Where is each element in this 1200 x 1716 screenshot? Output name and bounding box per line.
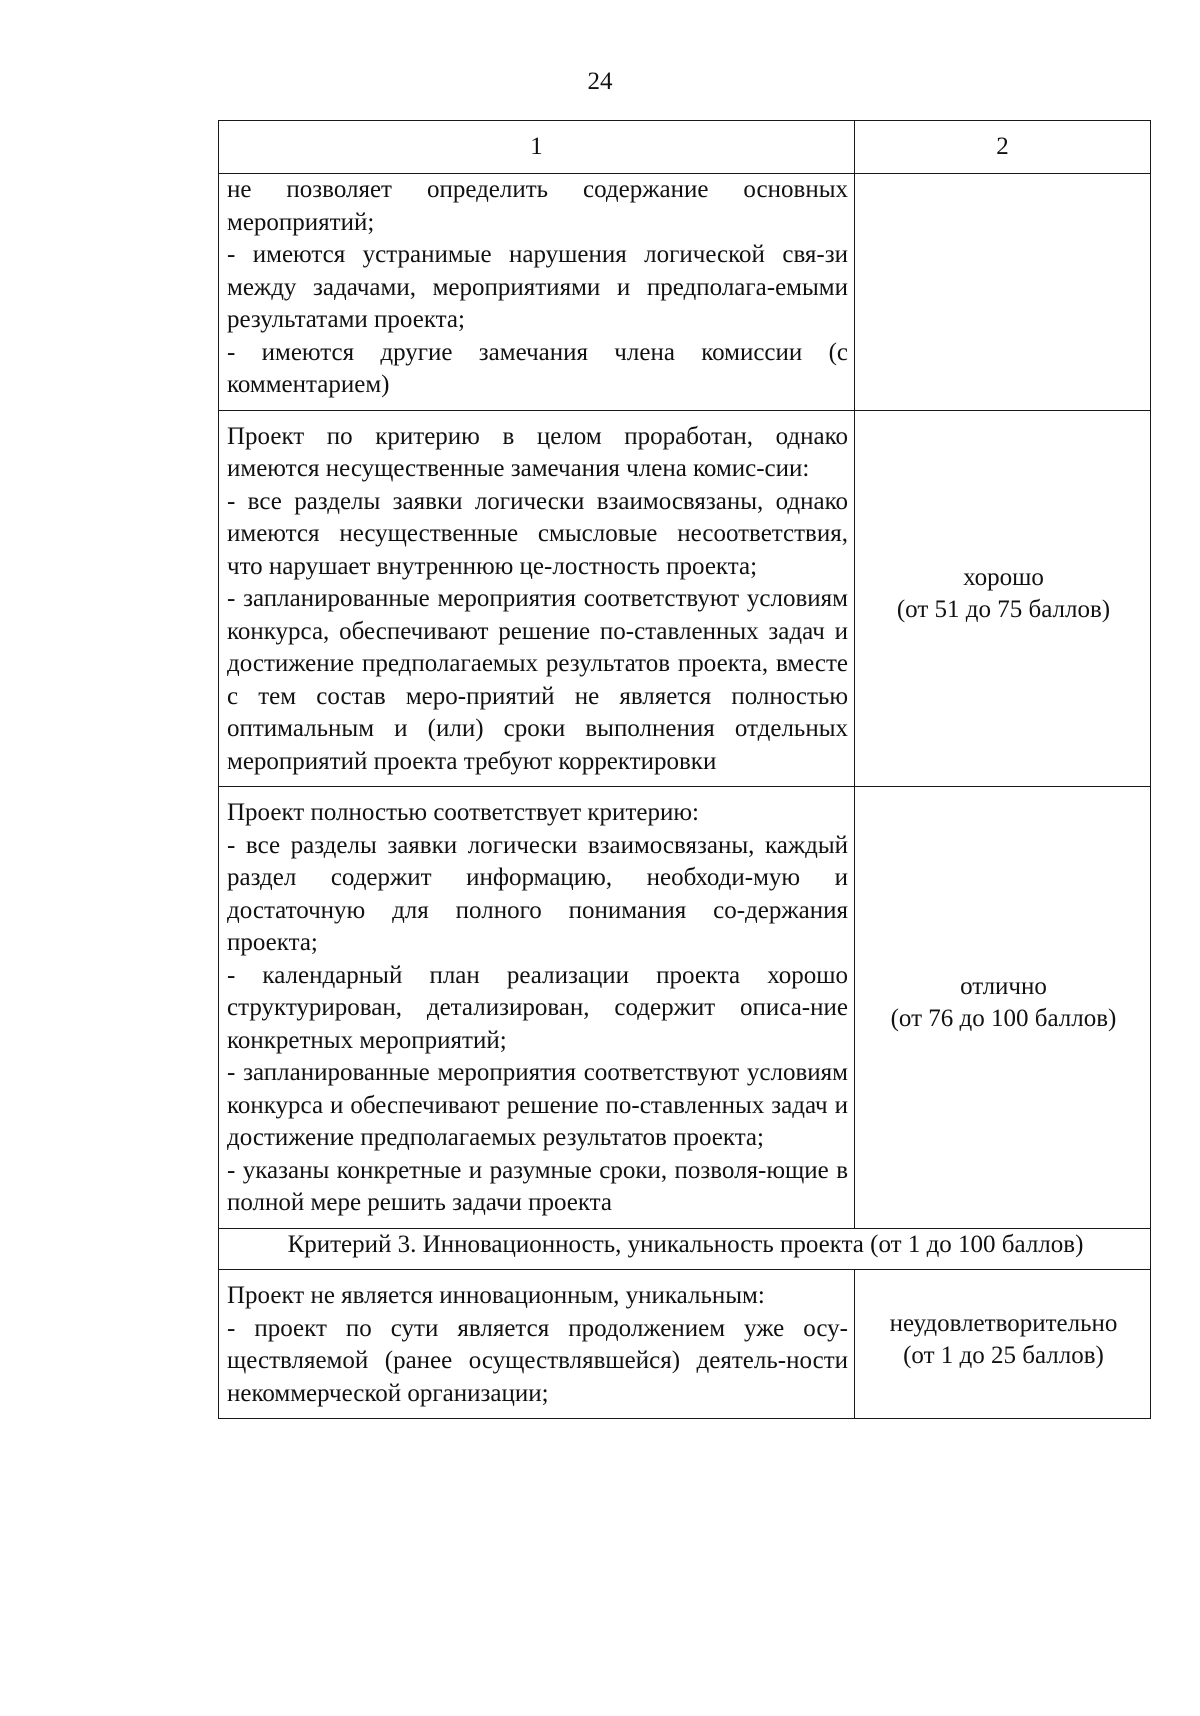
criteria-table (218, 120, 1151, 1419)
description-line: - все разделы заявки логически взаимосвязаны, однако имеются несущественные смысловые несоответствия, что нарушает внутреннюю це-лостность проекта; (227, 487, 848, 580)
description-line: - запланированные мероприятия соответствуют условиям конкурса и обеспечивают решение по-ставленных задач и достижение предполагаемых результатов проекта; (227, 1059, 848, 1151)
table-header-row (219, 121, 1151, 174)
description-line: - имеются устранимые нарушения логической свя-зи между задачами, мероприятиями и предполага-емыми результатами проекта; (227, 241, 848, 333)
table-row (219, 787, 1151, 1229)
table-row (219, 174, 1151, 411)
criteria-description (219, 1270, 855, 1419)
criteria-description (219, 410, 855, 787)
table-row (219, 410, 1151, 787)
description-line: - имеются другие замечания члена комиссии (с комментарием) (227, 338, 848, 398)
rating-label: хорошо (963, 563, 1044, 591)
criteria-description (219, 787, 855, 1229)
description-line: Проект не является инновационным, уникальным: (227, 1282, 765, 1309)
criteria-description (219, 174, 855, 411)
rating-range: (от 51 до 75 баллов) (896, 596, 1111, 624)
description-line: Проект по критерию в целом проработан, однако имеются несущественные замечания члена комис-сии: (227, 422, 848, 482)
section-header-row (219, 1228, 1151, 1270)
description-line: - указаны конкретные и разумные сроки, позволя-ющие в полной мере решить задачи проекта (227, 1156, 848, 1216)
section-title: Критерий 3. Инновационность, уникальность проекта (от 1 до 100 баллов) (219, 1228, 1151, 1270)
description-line: - все разделы заявки логически взаимосвязаны, каждый раздел содержит информацию, необходи-мую и достаточную для полного понимания со-держания проекта; (227, 831, 848, 956)
description-line: - запланированные мероприятия соответствуют условиям конкурса, обеспечивают решение по-ставленных задач и достижение предполагаемых результатов проекта, вместе с тем состав меро-приятий не является полностью оптимальным и (или) сроки выполнения отдельных мероприятий проекта требуют корректировки (227, 585, 848, 775)
description-line: - календарный план реализации проекта хорошо структурирован, детализирован, содержит описа-ние конкретных мероприятий; (227, 961, 848, 1054)
description-line: не позволяет определить содержание основных мероприятий; (227, 176, 848, 236)
description-line: - проект по сути является продолжением уже осу-ществляемой (ранее осуществлявшейся) деятель-ности некоммерческой организации; (227, 1314, 848, 1407)
rating-cell (855, 174, 1151, 411)
column-header-1: 1 (219, 121, 855, 174)
rating-cell (855, 787, 1151, 1229)
rating-range: (от 76 до 100 баллов) (890, 1005, 1117, 1033)
rating-range: (от 1 до 25 баллов) (903, 1342, 1104, 1369)
description-line: Проект полностью соответствует критерию: (227, 799, 699, 826)
column-header-2: 2 (855, 121, 1151, 174)
rating-cell (855, 410, 1151, 787)
table-row (219, 1270, 1151, 1419)
rating-cell (855, 1270, 1151, 1419)
rating-label: неудовлетворительно (889, 1309, 1118, 1337)
rating-label: отлично (960, 972, 1047, 1000)
page-number: 24 (587, 68, 613, 95)
